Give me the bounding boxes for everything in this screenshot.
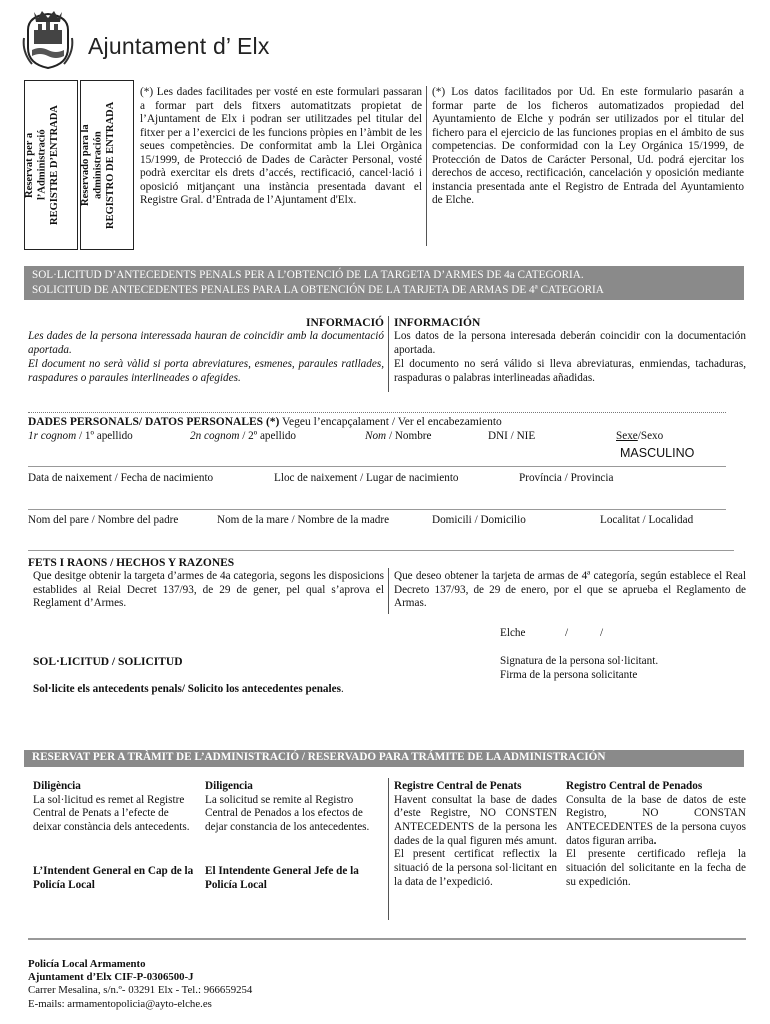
footer-line2: Ajuntament d’Elx CIF-P-0306500-J <box>28 971 194 984</box>
registry-valencian <box>394 780 557 889</box>
admin-divider <box>388 778 389 920</box>
address-label: Domicili / Domicilio <box>432 514 526 526</box>
registry-val-text: Havent consultat la base de dades d’este Registre, NO CONSTEN ANTECEDENTS de la persona les dades de la qual figuren més amunt. El present certificat reflectix la situació de la persona sol·licitant en la data de l’expedició. <box>394 793 557 888</box>
form-title-spanish: SOLICITUD DE ANTECEDENTES PENALES PARA LA OBTENCIÓN DE LA TARJETA DE ARMAS DE 4ª CATEGORIA <box>32 283 604 296</box>
info-text2-spanish: El documento no será válido si lleva abreviaturas, enmiendas, tachaduras, raspaduras o palabras interlineadas añadidas. <box>394 358 746 384</box>
registry-es-text2: El presente certificado refleja la situación del solicitante en la fecha de su expedición. <box>566 848 746 888</box>
diligence-val-text: La sol·licitud es remet al Registre Central de Penats a l’efecte de deixar constància dels antecedents. <box>33 793 190 833</box>
date-city: Elche <box>500 627 526 639</box>
request-text <box>33 683 344 697</box>
separator-line <box>28 412 726 413</box>
surname1-label <box>28 430 133 444</box>
province-label: Província / Provincia <box>519 472 614 484</box>
sex-field[interactable]: MASCULINO <box>620 446 695 460</box>
info-divider <box>388 316 389 392</box>
stamp2-line1: Reservado para la <box>80 124 91 206</box>
registry-spanish <box>566 780 746 889</box>
date-separator-1: / <box>565 627 569 639</box>
page-title: Ajuntament d’ Elx <box>88 33 270 59</box>
info-heading-spanish: INFORMACIÓN <box>394 317 481 329</box>
registry-es-text-main: Consulta de la base de datos de este Registro, NO CONSTAN ANTECEDENTES de la persona cuyos datos figuran arriba <box>566 793 746 847</box>
request-heading: SOL·LICITUD / SOLICITUD <box>33 656 183 668</box>
surname1-label-val: 1r cognom <box>28 430 77 442</box>
stamp1-line1: Reservat per a <box>24 132 35 198</box>
date-separator-2: / <box>600 627 604 639</box>
facts-text-valencian: Que desitge obtenir la targeta d’armes de 4a categoria, segons les disposicions establides al Reial Decret 137/93, de 29 de gener, pel qual s’aprova el Reglament d’Armes. <box>33 570 384 610</box>
registry-es-text <box>566 794 746 849</box>
facts-divider <box>388 568 389 614</box>
facts-text-spanish: Que deseo obtener la tarjeta de armas de 4ª categoría, según establece el Real Decreto 137/93, de 29 de enero, por el que se aprueba el Reglamento de Armas. <box>394 570 746 610</box>
birthplace-label: Lloc de naixement / Lugar de nacimiento <box>274 472 459 484</box>
privacy-divider <box>426 86 427 246</box>
diligence-es-sign: El Intendente General Jefe de la Policía Local <box>205 865 359 891</box>
signature-label-spanish: Firma de la persona solicitante <box>500 669 638 681</box>
diligence-es-text: La solicitud se remite al Registro Central de Penados a los efectos de dejar constancia de los antecedentes. <box>205 793 370 833</box>
name-label-es: / Nombre <box>386 430 432 442</box>
diligence-val-title: Diligència <box>33 780 81 792</box>
registry-stamp-text-spanish <box>80 80 134 250</box>
separator-line <box>28 938 746 940</box>
city-label: Localitat / Localidad <box>600 514 694 526</box>
mother-name-label: Nom de la mare / Nombre de la madre <box>217 514 390 526</box>
diligence-spanish <box>205 780 380 835</box>
separator-line <box>28 550 734 551</box>
sex-label-es: /Sexo <box>637 430 664 442</box>
diligence-es-title: Diligencia <box>205 780 253 792</box>
privacy-notice-valencian: (*) Les dades facilitades per vosté en este formulari passaran a formar part dels fitxers automatitzats propietat de l’Ajuntament de Elx i podran ser utilitzades pel titular del fitxer per a l’exercici de les funcions pròpies en l’àmbit de les seues competències. De conformitat amb la Llei Orgànica 15/1999, de Protecció de Dades de Caràcter Personal, vosté podrà exercitar els drets d’accés, rectificació, cancel·lació i oposició mitjançant una instància presentada davant el Registre Gral. d’Entrada de l’Ajuntament d'Elx. <box>140 86 422 207</box>
father-name-label: Nom del pare / Nombre del padre <box>28 514 179 526</box>
info-text2-valencian: El document no serà vàlid si porta abreviatures, esmenes, paraules ratllades, raspadures o paraules interlineades o afegides. <box>28 358 384 384</box>
info-text1-spanish: Los datos de la persona interesada deberán coincidir con la documentación aportada. <box>394 330 746 356</box>
name-label <box>365 430 432 444</box>
footer-line3: Carrer Mesalina, s/n.º- 03291 Elx - Tel.: 966659254 <box>28 984 253 997</box>
form-title-valencian: SOL·LICITUD D’ANTECEDENTS PENALS PER A L’OBTENCIÓ DE LA TARGETA D’ARMES DE 4a CATEGORIA. <box>32 269 584 281</box>
footer-line1: Policía Local Armamento <box>28 958 146 970</box>
name-label-val: Nom <box>365 430 387 442</box>
birthdate-label: Data de naixement / Fecha de nacimiento <box>28 472 214 484</box>
personal-data-title: DADES PERSONALS/ DATOS PERSONALES (*) <box>28 416 280 428</box>
stamp1-line3: REGISTRE D’ENTRADA <box>48 105 60 225</box>
registry-es-dot: . <box>653 834 657 847</box>
stamp2-line3: REGISTRO DE ENTRADA <box>104 101 116 229</box>
coat-of-arms-logo <box>22 8 74 70</box>
request-text-end: . <box>340 683 344 695</box>
registry-val-title: Registre Central de Penats <box>394 780 522 792</box>
surname1-label-es: / 1º apellido <box>76 430 133 442</box>
sex-label-val: Sexe <box>616 430 638 442</box>
info-heading-valencian: INFORMACIÓ <box>306 317 384 329</box>
surname2-label <box>190 430 296 444</box>
surname2-label-es: / 2º apellido <box>239 430 297 442</box>
sex-label <box>616 430 663 444</box>
request-text-main: Sol·licite els antecedents penals/ Solicito los antecedentes penales <box>33 683 341 695</box>
diligence-val-sign: L’Intendent General en Cap de la Policía Local <box>33 865 194 891</box>
separator-line <box>28 509 726 510</box>
diligence-valencian <box>33 780 193 835</box>
dni-label: DNI / NIE <box>488 430 536 442</box>
info-text1-valencian: Les dades de la persona interessada hauran de coincidir amb la documentació aportada. <box>28 330 384 356</box>
privacy-notice-spanish: (*) Los datos facilitados por Ud. En este formulario pasarán a formar parte de los ficheros automatizados propiedad del Ayuntamiento de Elche y podrán ser utilizados por el titular del fichero para el ejercicio de las funciones propias en el ámbito de sus competencias. De conformidad con la Ley Orgánica 15/1999, de Protección de Datos de Carácter Personal, Ud. podrá ejercitar los derechos de acceso, rectificación, cancelación y oposición mediante instancia presentada ante el Registro de Entrada del Ayuntamiento de Elche. <box>432 86 744 207</box>
personal-data-heading <box>28 415 502 429</box>
footer <box>28 958 252 1011</box>
signature-label-valencian: Signatura de la persona sol·licitant. <box>500 655 659 667</box>
registry-stamp-text-valencian <box>24 80 78 250</box>
stamp1-line2: l’Administració <box>36 129 48 201</box>
admin-reserved-bar: RESERVAT PER A TRÀMIT DE L’ADMINISTRACIÓ / RESERVADO PARA TRÁMITE DE LA ADMINISTRACIÓN <box>24 750 744 767</box>
personal-data-note: Vegeu l’encapçalament / Ver el encabezamiento <box>279 416 502 428</box>
form-title-bar <box>24 266 744 300</box>
footer-email[interactable]: E-mails: armamentopolicia@ayto-elche.es <box>28 997 212 1010</box>
surname2-label-val: 2n cognom <box>190 430 240 442</box>
registry-es-title: Registro Central de Penados <box>566 780 703 792</box>
separator-line <box>28 466 726 467</box>
stamp2-line2: administración <box>92 131 104 199</box>
facts-heading: FETS I RAONS / HECHOS Y RAZONES <box>28 557 235 569</box>
